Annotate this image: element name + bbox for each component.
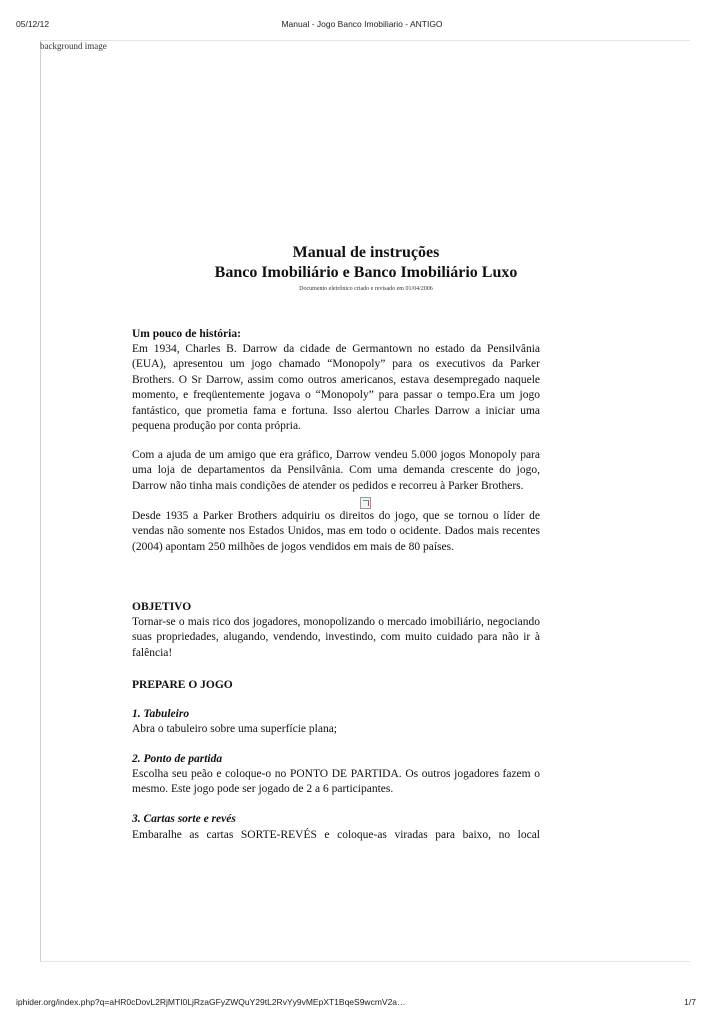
background-image-label: background image bbox=[40, 41, 107, 51]
objective-heading: OBJETIVO bbox=[132, 601, 192, 613]
objective-text: Tornar-se o mais rico dos jogadores, monopolizando o mercado imobiliário, negociando suas propriedades, alugando, vendendo, investindo, com muito cuidado para não ir à falência! bbox=[132, 616, 540, 659]
history-paragraph-2: Com a ajuda de um amigo que era gráfico, Darrow vendeu 5.000 jogos Monopoly para uma loja de departamentos da Pensilvânia. Com uma demanda crescente do jogo, Darrow não tinha mais condições de atender os pedidos e recorreu à Parker Brothers. bbox=[132, 449, 540, 492]
step-1-text: Abra o tabuleiro sobre uma superfície plana; bbox=[132, 723, 338, 735]
step-3-heading: 3. Cartas sorte e revés bbox=[132, 813, 236, 825]
step-1-heading: 1. Tabuleiro bbox=[132, 708, 190, 720]
document-meta: Documento eletrônico criado e revisado em 01/04/2006 bbox=[299, 286, 433, 292]
step-2-text: Escolha seu peão e coloque-o no PONTO DE PARTIDA. Os outros jogadores fazem o mesmo. Este jogo pode ser jogado de 2 a 6 participantes. bbox=[132, 768, 540, 796]
print-url: iphider.org/index.php?q=aHR0cDovL2RjMTI0LjRzaGFyZWQuY29tL2RvYy9vMEpXT1BqeS9wcmV2a… bbox=[16, 997, 406, 1007]
broken-image-icon bbox=[360, 497, 371, 509]
history-paragraph-3: Desde 1935 a Parker Brothers adquiriu os direitos do jogo, que se tornou o líder de vendas não somente nos Estados Unidos, mas em todo o ocidente. Dados mais recentes (2004) apontam 250 milhões de jogos vendidos em mais de 80 países. bbox=[132, 510, 540, 553]
print-footer bbox=[0, 997, 724, 1009]
print-header bbox=[0, 19, 724, 31]
print-date: 05/12/12 bbox=[16, 19, 50, 29]
step-2-heading: 2. Ponto de partida bbox=[132, 753, 223, 765]
print-page-title: Manual - Jogo Banco Imobiliario - ANTIGO bbox=[281, 19, 443, 29]
title-line-2: Banco Imobiliário e Banco Imobiliário Luxo bbox=[214, 264, 518, 281]
document-title bbox=[0, 244, 724, 284]
page-number: 1/7 bbox=[684, 997, 696, 1007]
title-line-1: Manual de instruções bbox=[292, 244, 440, 261]
step-3-text: Embaralhe as cartas SORTE-REVÉS e coloque-as viradas para baixo, no local bbox=[132, 829, 540, 841]
prepare-heading: PREPARE O JOGO bbox=[132, 679, 233, 691]
history-heading: Um pouco de história: bbox=[132, 328, 241, 340]
history-paragraph-1: Em 1934, Charles B. Darrow da cidade de Germantown no estado da Pensilvânia (EUA), apresentou um jogo chamado “Monopoly” para os executivos da Parker Brothers. O Sr Darrow, assim como outros americanos, estava desempregado naquele momento, e freqüentemente jogava o “Monopoly” para passar o tempo.Era um jogo fantástico, que prometia fama e fortuna. Isso alertou Charles Darrow a iniciar uma pequena produção por conta própria. bbox=[132, 343, 540, 433]
